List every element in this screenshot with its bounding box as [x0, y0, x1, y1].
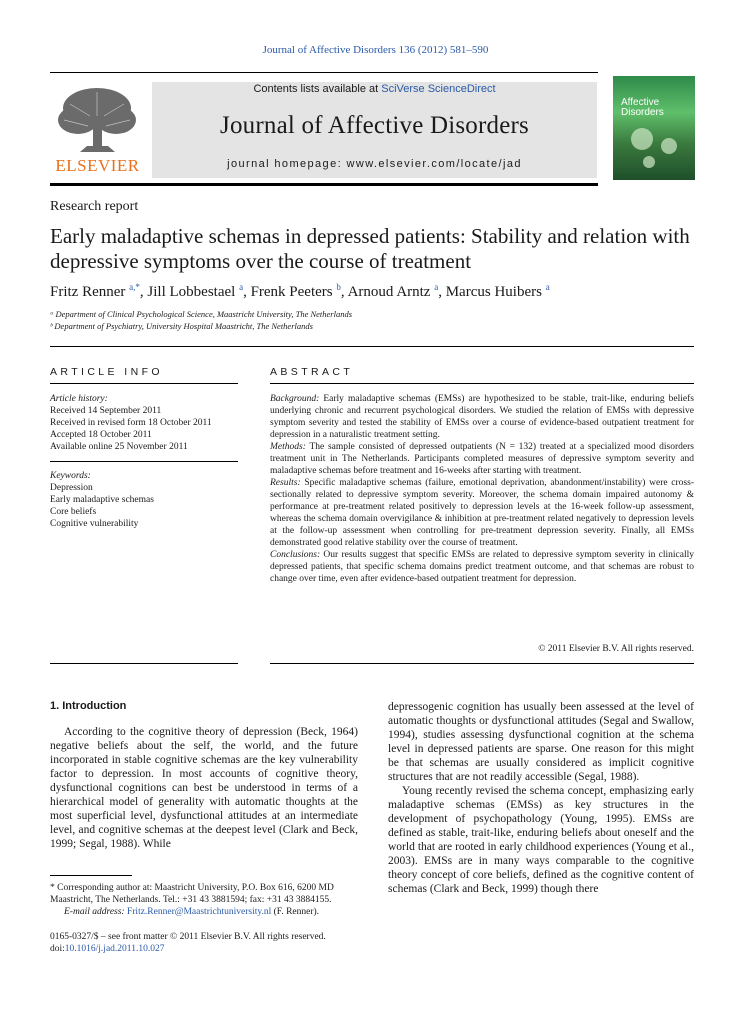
keywords-label: Keywords:	[50, 471, 91, 481]
affiliation-b: ᵇ Department of Psychiatry, University Hospital Maastricht, The Netherlands	[50, 321, 313, 331]
masthead-bottom-rule	[50, 183, 598, 186]
history-item: Received 14 September 2011	[50, 406, 162, 416]
left-column	[50, 725, 358, 851]
email-link[interactable]: Fritz.Renner@Maastrichtuniversity.nl	[126, 907, 272, 917]
front-matter-line: 0165-0327/$ – see front matter © 2011 Elsevier B.V. All rights reserved.	[50, 932, 326, 942]
journal-homepage[interactable]: journal homepage: www.elsevier.com/locate/jad	[227, 158, 522, 170]
divider	[50, 346, 694, 347]
divider	[50, 663, 238, 664]
author-affiliation-mark[interactable]: a	[239, 282, 244, 292]
journal-reference[interactable]: Journal of Affective Disorders 136 (2012) 581–590	[262, 44, 489, 56]
corresponding-author-note	[50, 882, 358, 918]
doi-line	[50, 943, 326, 955]
abstract-body	[270, 393, 694, 585]
abstract-methods	[270, 441, 694, 477]
contents-line	[152, 82, 597, 96]
intro-paragraph: depressogenic cognition has usually been assessed at the level of automatic thoughts or dysfunctional attitudes (Segal and Swallow, 1994), studies assessing dysfunctional cognition at the schema level in depressed patients are sparse. One reason for this might be that schemas are usually considered as implicit cognitive structures that are not readily accessible (Segal, 1988).	[388, 701, 694, 783]
cover-title: Affective Disorders	[621, 97, 664, 118]
divider	[50, 461, 238, 462]
corresponding-text: * Corresponding author at: Maastricht University, P.O. Box 616, 6200 MD Maastricht, The Netherlands. Tel.: +31 43 3881594; fax: +31 43 3884155.	[50, 883, 334, 905]
issn-block	[50, 931, 326, 955]
affiliation-a: ᵃ Department of Clinical Psychological Science, Maastricht University, The Netherlands	[50, 309, 353, 319]
journal-banner	[152, 82, 597, 178]
cover-decoration	[661, 138, 677, 154]
author-affiliation-mark[interactable]: a	[434, 282, 439, 292]
abstract-label: Conclusions:	[270, 550, 321, 560]
article-history	[50, 393, 238, 453]
email-suffix: (F. Renner).	[273, 907, 320, 917]
keyword: Early maladaptive schemas	[50, 495, 154, 505]
section-heading: 1. Introduction	[50, 700, 127, 712]
sciencedirect-link[interactable]: SciVerse ScienceDirect	[381, 83, 496, 95]
email-label: E-mail address:	[64, 907, 125, 917]
intro-paragraph: According to the cognitive theory of depression (Beck, 1964) negative beliefs about the self, the world, and the future incorporated in stable cognitive schemas are the key vulnerability factor to depression. In most accounts of cognitive theory, dysfunctional cognitions can best be understood in terms of a hierarchical model of generality with automatic thoughts at the most superficial level, dysfunctional attitudes at an intermediate level, and cognitive schemas at the deepest level (Clark and Beck, 1999; Segal, 1988). While	[50, 726, 358, 850]
abstract-label: Results:	[270, 478, 301, 488]
author-name: Arnoud Arntz	[347, 284, 431, 300]
article-info-heading: ARTICLE INFO	[50, 366, 163, 378]
history-item: Accepted 18 October 2011	[50, 430, 152, 440]
keyword: Cognitive vulnerability	[50, 519, 139, 529]
cover-decoration	[643, 156, 655, 168]
author-affiliation-mark[interactable]: a,*	[129, 282, 140, 292]
divider	[50, 383, 238, 384]
abstract-results	[270, 477, 694, 549]
article-type: Research report	[50, 199, 139, 214]
journal-cover-image	[613, 76, 695, 180]
doi-label: doi:	[50, 944, 65, 954]
abstract-text: Our results suggest that specific EMSs are related to depressive symptom severity in clinically depressed patients, that specific schema domains predict treatment outcome, and that schemas are robust to change over time, even after evidence-based outpatient treatment for depression.	[270, 550, 694, 584]
abstract-label: Background:	[270, 394, 320, 404]
abstract-background	[270, 393, 694, 441]
abstract-label: Methods:	[270, 442, 306, 452]
abstract-text: Early maladaptive schemas (EMSs) are hypothesized to be stable, trait-like, enduring beliefs underlying chronic and recurrent psychological disorders. We studied the relation of EMSs with depressive symptom severity and tested the stability of EMSs over a course of evidence-based outpatient treatment for depression in a naturalistic treatment setting.	[270, 394, 694, 440]
divider	[270, 383, 694, 384]
history-item: Available online 25 November 2011	[50, 442, 188, 452]
abstract-text: The sample consisted of depressed outpatients (N = 132) treated at a specialized mood disorders treatment unit in The Netherlands. Participants completed measures of depressive symptom severity and maladaptive schemas before treatment and 16-weeks after starting with treatment.	[270, 442, 694, 476]
history-label: Article history:	[50, 394, 108, 404]
right-column	[388, 700, 694, 896]
contents-prefix: Contents lists available at	[253, 83, 382, 95]
divider	[270, 663, 694, 664]
abstract-heading: ABSTRACT	[270, 366, 354, 378]
abstract-conclusions	[270, 549, 694, 585]
journal-title: Journal of Affective Disorders	[220, 112, 529, 139]
doi-link[interactable]: 10.1016/j.jad.2011.10.027	[64, 944, 165, 954]
author-affiliation-mark[interactable]: b	[336, 282, 341, 292]
publisher-name: ELSEVIER	[55, 156, 140, 175]
author-name: Frenk Peeters	[250, 284, 333, 300]
author-name: Fritz Renner	[50, 284, 126, 300]
footnote-rule	[50, 875, 132, 876]
history-item: Received in revised form 18 October 2011	[50, 418, 212, 428]
email-line	[50, 906, 358, 918]
author-list: Fritz Renner $^{a,*}$, Jill Lobbestael $^a$, Frenk Peeters $^b$, Arnoud Arntz $^a$, Marcus Huibers $^a$	[50, 282, 550, 300]
article-title: Early maladaptive schemas in depressed patients: Stability and relation with depressive symptoms over the course of treatment	[50, 224, 690, 273]
author-name: Jill Lobbestael	[147, 284, 236, 300]
keyword: Depression	[50, 483, 93, 493]
elsevier-logo[interactable]	[50, 82, 145, 178]
keyword: Core beliefs	[50, 507, 97, 517]
intro-paragraph: Young recently revised the schema concept, emphasizing early maladaptive schemas (EMSs) as key structures in the development of psychopathology (Young, 1995). EMSs are defined as stable, trait-like, enduring beliefs about oneself and the world that are rooted in early childhood experiences (Young et al., 2003). EMSs are in many ways comparable to the cognitive theory concept of core beliefs, defined as the cognitive content of schemas (Clark and Beck, 1999) though there	[388, 785, 694, 895]
masthead-top-rule	[50, 72, 598, 73]
copyright-notice: © 2011 Elsevier B.V. All rights reserved.	[538, 644, 694, 654]
keywords	[50, 470, 238, 530]
author-name: Marcus Huibers	[445, 284, 542, 300]
cover-decoration	[631, 128, 653, 150]
author-affiliation-mark[interactable]: a	[545, 282, 550, 292]
abstract-text: Specific maladaptive schemas (failure, emotional deprivation, abandonment/instability) were cross-sectionally related to depressive symptom severity. Moreover, the schema domain impaired autonomy & performance at pre-treatment related positively to depression levels at the 16-week follow-up assessment, whereas the schema domain overvigilance & inhibition at pre-treatment related negatively to depression levels at the follow-up assessment when controlling for pre-treatment depression severity. Finally, all EMSs demonstrated good relative stability over the course of treatment.	[270, 478, 694, 548]
